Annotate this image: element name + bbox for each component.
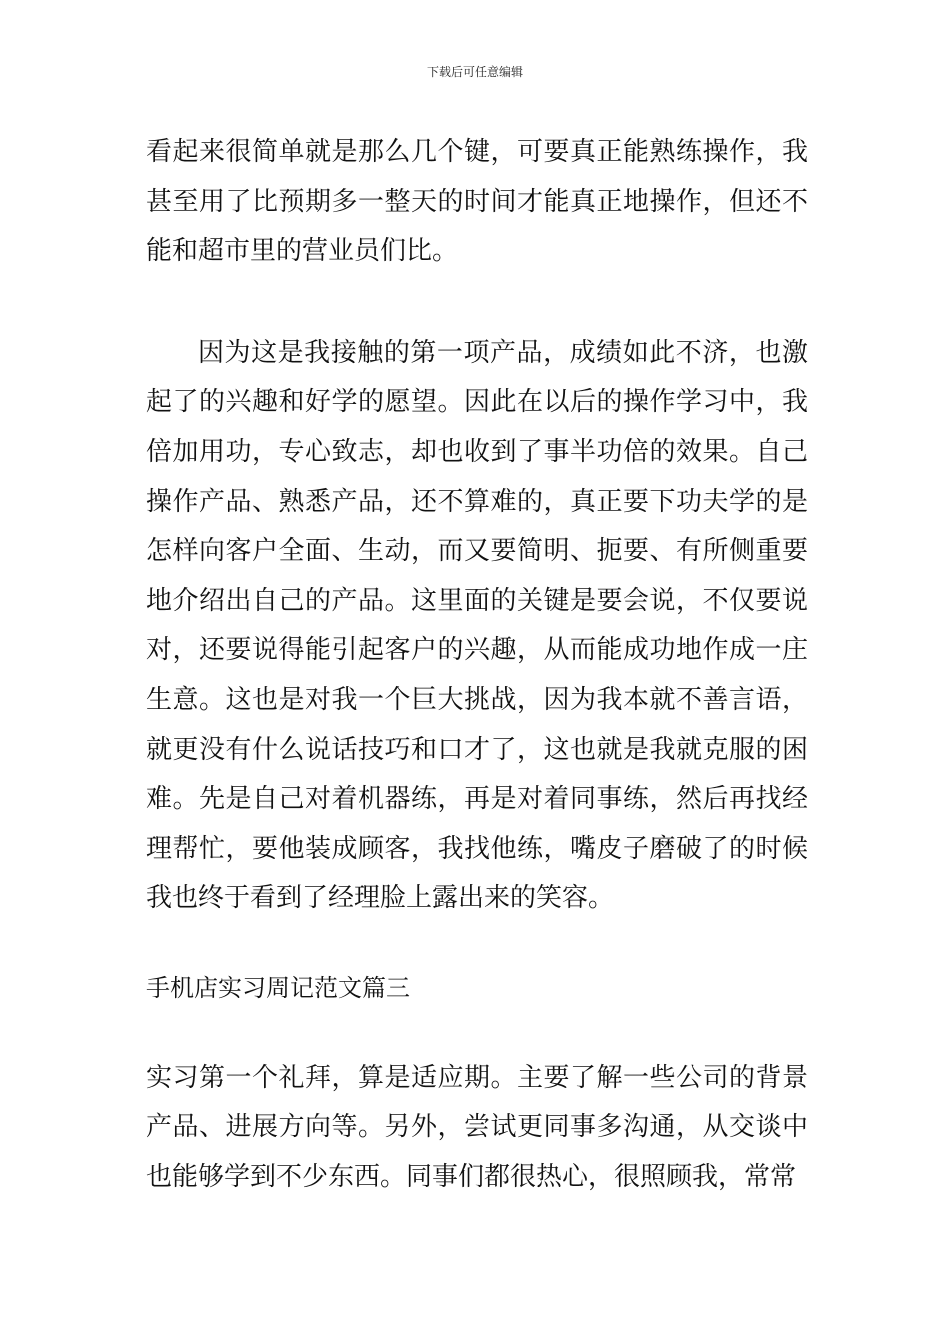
paragraph-gap: [146, 1014, 808, 1054]
section-title: 手机店实习周记范文篇三: [146, 973, 410, 1002]
paragraph-2: 因为这是我接触的第一项产品，成绩如此不济，也激起了的兴趣和好学的愿望。因此在以后的操作学习中，我倍加用功，专心致志，却也收到了事半功倍的效果。自己操作产品、熟悉产品，还不算难的，真正要下功夫学的是怎样向客户全面、生动，而又要简明、扼要、有所侧重要地介绍出自己的产品。这里面的关键是要会说，不仅要说对，还要说得能引起客户的兴趣，从而能成功地作成一庄生意。这也是对我一个巨大挑战，因为我本就不善言语，就更没有什么说话技巧和口才了，这也就是我就克服的困难。先是自己对着机器练，再是对着同事练，然后再找经理帮忙，要他装成顾客，我找他练，嘴皮子磨破了的时候我也终于看到了经理脸上露出来的笑容。: [146, 337, 808, 914]
paragraph-1: 看起来很简单就是那么几个键，可要真正能熟练操作，我甚至用了比预期多一整天的时间才能真正地操作，但还不能和超市里的营业员们比。: [146, 137, 808, 267]
page-header: 下载后可任意编辑: [426, 65, 523, 79]
paragraph-3: 实习第一个礼拜，算是适应期。主要了解一些公司的背景产品、进展方向等。另外，尝试更同事多沟通，从交谈中也能够学到不少东西。同事们都很热心，很照顾我，常常: [146, 1062, 808, 1192]
document-body: [146, 128, 808, 1202]
paragraph-gap: [146, 277, 808, 329]
paragraph-gap: [146, 924, 808, 964]
